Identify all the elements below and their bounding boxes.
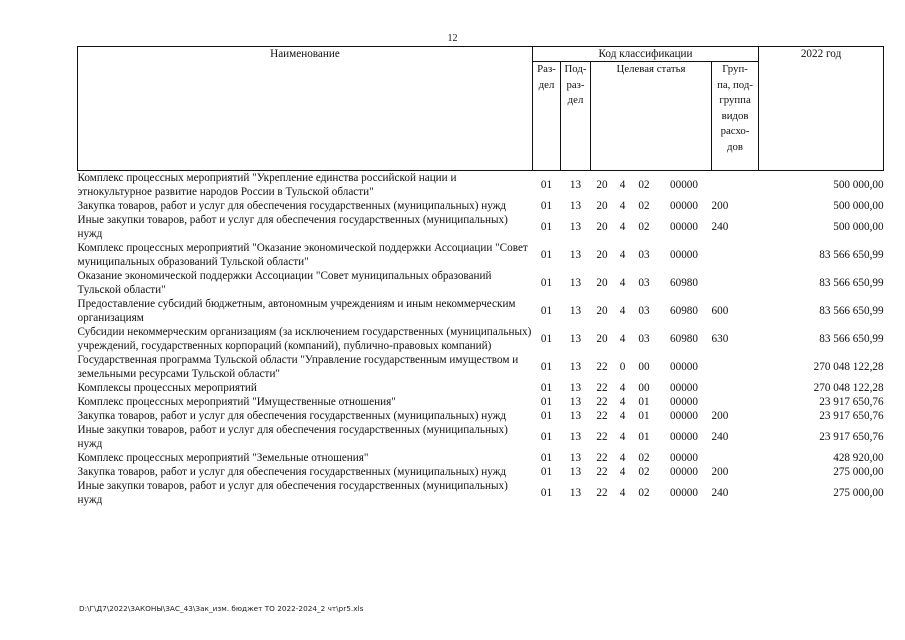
row-expense-type [712,451,759,465]
row-event: 03 [638,305,650,317]
row-program: 22 [596,382,608,394]
footer-file-path: D:\Г\Д7\2022\ЗАКОНЫ\ЗАС_43\Зак_изм. бюджет ТО 2022-2024_2 чт\pr5.xls [79,604,364,613]
row-program: 20 [596,333,608,345]
table-row [78,381,884,395]
row-direction: 60980 [670,277,698,289]
row-podrazdel: 13 [569,179,582,191]
row-podrazdel: 13 [569,249,582,261]
row-expense-type [712,395,759,409]
row-subprogram: 4 [619,382,626,394]
row-name: Иные закупки товаров, работ и услуг для обеспечения государственных (муниципальных) нужд [77,214,508,240]
row-podrazdel: 13 [569,221,582,233]
row-razdel: 01 [540,277,553,289]
row-event: 02 [638,179,650,191]
table-row [78,409,884,423]
row-amount: 23 917 650,76 [819,396,884,408]
row-expense-type: 600 [711,305,729,317]
row-razdel: 01 [540,466,553,478]
row-program: 22 [596,361,608,373]
header-classification: Код классификации [533,47,759,62]
row-direction: 00000 [670,221,698,233]
row-subprogram: 4 [619,452,626,464]
page-number: 12 [447,33,458,44]
row-name: Комплекс процессных мероприятий "Земельные отношения" [77,452,369,464]
row-event: 02 [638,221,650,233]
row-program: 20 [596,277,608,289]
row-program: 22 [596,431,608,443]
row-direction: 00000 [670,431,698,443]
table-row [78,213,884,241]
row-event: 01 [638,431,650,443]
row-podrazdel: 13 [569,200,582,212]
row-direction: 00000 [670,466,698,478]
row-expense-type [712,353,759,381]
row-event: 00 [638,361,650,373]
row-subprogram: 4 [619,410,626,422]
row-razdel: 01 [540,221,553,233]
row-direction: 60980 [670,333,698,345]
row-direction: 60980 [670,305,698,317]
row-podrazdel: 13 [569,452,582,464]
row-subprogram: 4 [619,249,626,261]
row-expense-type: 240 [711,431,729,443]
row-razdel: 01 [540,396,553,408]
row-amount: 270 048 122,28 [813,361,884,373]
row-direction: 00000 [670,361,698,373]
table-body [78,171,884,508]
row-direction: 00000 [670,410,698,422]
row-razdel: 01 [540,179,553,191]
row-direction: 00000 [670,452,698,464]
row-event: 02 [638,452,650,464]
row-amount: 83 566 650,99 [819,277,884,289]
row-expense-type [712,269,759,297]
row-expense-type: 240 [711,221,729,233]
row-name: Комплекс процессных мероприятий "Оказание экономической поддержки Ассоциации "Совет муниципальных образований Тульской области" [77,242,528,268]
header-row-1 [78,47,884,62]
row-amount: 500 000,00 [833,221,884,233]
row-program: 20 [596,200,608,212]
row-subprogram: 4 [619,200,626,212]
row-program: 20 [596,179,608,191]
row-expense-type [712,381,759,395]
header-target-article: Целевая статья [591,62,712,171]
table-row [78,269,884,297]
row-amount: 500 000,00 [833,179,884,191]
row-subprogram: 0 [619,361,626,373]
row-amount: 500 000,00 [833,200,884,212]
row-podrazdel: 13 [569,277,582,289]
table-row [78,479,884,507]
row-program: 22 [596,466,608,478]
budget-table [77,46,884,507]
row-amount: 275 000,00 [833,466,884,478]
row-name: Закупка товаров, работ и услуг для обеспечения государственных (муниципальных) нужд [77,200,507,212]
row-amount: 23 917 650,76 [819,431,884,443]
table-row [78,171,884,200]
row-podrazdel: 13 [569,361,582,373]
table-row [78,199,884,213]
row-name: Иные закупки товаров, работ и услуг для обеспечения государственных (муниципальных) нужд [77,480,508,506]
row-razdel: 01 [540,249,553,261]
row-direction: 00000 [670,200,698,212]
row-name: Закупка товаров, работ и услуг для обеспечения государственных (муниципальных) нужд [77,410,507,422]
row-amount: 270 048 122,28 [813,382,884,394]
row-podrazdel: 13 [569,396,582,408]
header-year: 2022 год [759,47,884,171]
row-amount: 23 917 650,76 [819,410,884,422]
row-subprogram: 4 [619,487,626,499]
row-razdel: 01 [540,382,553,394]
row-event: 03 [638,249,650,261]
row-event: 03 [638,277,650,289]
row-razdel: 01 [540,200,553,212]
row-name: Закупка товаров, работ и услуг для обеспечения государственных (муниципальных) нужд [77,466,507,478]
row-expense-type: 200 [711,200,729,212]
row-subprogram: 4 [619,221,626,233]
table-row [78,465,884,479]
row-name: Комплексы процессных мероприятий [77,382,257,394]
row-program: 22 [596,410,608,422]
row-podrazdel: 13 [569,431,582,443]
row-program: 22 [596,487,608,499]
table-row [78,325,884,353]
row-name: Субсидии некоммерческим организациям (за исключением государственных (муниципальных) учреждений, государственных корпораций (компаний), публично-правовых компаний) [77,326,532,352]
row-razdel: 01 [540,333,553,345]
row-amount: 83 566 650,99 [819,305,884,317]
row-program: 22 [596,452,608,464]
row-podrazdel: 13 [569,333,582,345]
header-podrazdel: Под- раз- дел [561,62,591,171]
row-podrazdel: 13 [569,466,582,478]
row-expense-type: 200 [711,466,729,478]
row-direction: 00000 [670,249,698,261]
row-podrazdel: 13 [569,305,582,317]
row-subprogram: 4 [619,305,626,317]
row-name: Предоставление субсидий бюджетным, автономным учреждениям и иным некоммерческим организациям [77,298,516,324]
row-razdel: 01 [540,452,553,464]
row-program: 22 [596,396,608,408]
header-expense-group: Груп- па, под- группа видов расхо- дов [712,62,759,171]
row-razdel: 01 [540,361,553,373]
row-name: Комплекс процессных мероприятий "Укрепление единства российской нации и этнокультурное развитие народов России в Тульской области" [77,172,457,198]
header-razdel: Раз- дел [533,62,561,171]
row-event: 03 [638,333,650,345]
row-event: 02 [638,487,650,499]
row-event: 00 [638,382,650,394]
row-event: 02 [638,200,650,212]
row-expense-type [712,171,759,200]
row-program: 20 [596,249,608,261]
row-amount: 83 566 650,99 [819,333,884,345]
row-expense-type: 200 [711,410,729,422]
row-podrazdel: 13 [569,382,582,394]
row-name: Комплекс процессных мероприятий "Имущественные отношения" [77,396,396,408]
table-row [78,395,884,409]
row-amount: 83 566 650,99 [819,249,884,261]
row-event: 01 [638,410,650,422]
row-amount: 428 920,00 [833,452,884,464]
row-program: 20 [596,221,608,233]
row-event: 02 [638,466,650,478]
row-razdel: 01 [540,431,553,443]
row-amount: 275 000,00 [833,487,884,499]
row-subprogram: 4 [619,466,626,478]
row-event: 01 [638,396,650,408]
row-direction: 00000 [670,396,698,408]
row-direction: 00000 [670,487,698,499]
row-program: 20 [596,305,608,317]
header-name: Наименование [78,47,533,171]
table-row [78,423,884,451]
row-podrazdel: 13 [569,487,582,499]
row-podrazdel: 13 [569,410,582,422]
row-expense-type: 240 [711,487,729,499]
row-direction: 00000 [670,382,698,394]
row-expense-type [712,241,759,269]
table-row [78,451,884,465]
table-row [78,353,884,381]
row-subprogram: 4 [619,179,626,191]
row-name: Оказание экономической поддержки Ассоциации "Совет муниципальных образований Тульской области" [77,270,492,296]
table-row [78,241,884,269]
row-name: Государственная программа Тульской области "Управление государственным имуществом и земельными ресурсами Тульской области" [77,354,519,380]
row-subprogram: 4 [619,333,626,345]
row-razdel: 01 [540,305,553,317]
row-expense-type: 630 [711,333,729,345]
row-subprogram: 4 [619,396,626,408]
row-direction: 00000 [670,179,698,191]
row-name: Иные закупки товаров, работ и услуг для обеспечения государственных (муниципальных) нужд [77,424,508,450]
row-subprogram: 4 [619,277,626,289]
table-row [78,297,884,325]
row-razdel: 01 [540,487,553,499]
row-subprogram: 4 [619,431,626,443]
row-razdel: 01 [540,410,553,422]
